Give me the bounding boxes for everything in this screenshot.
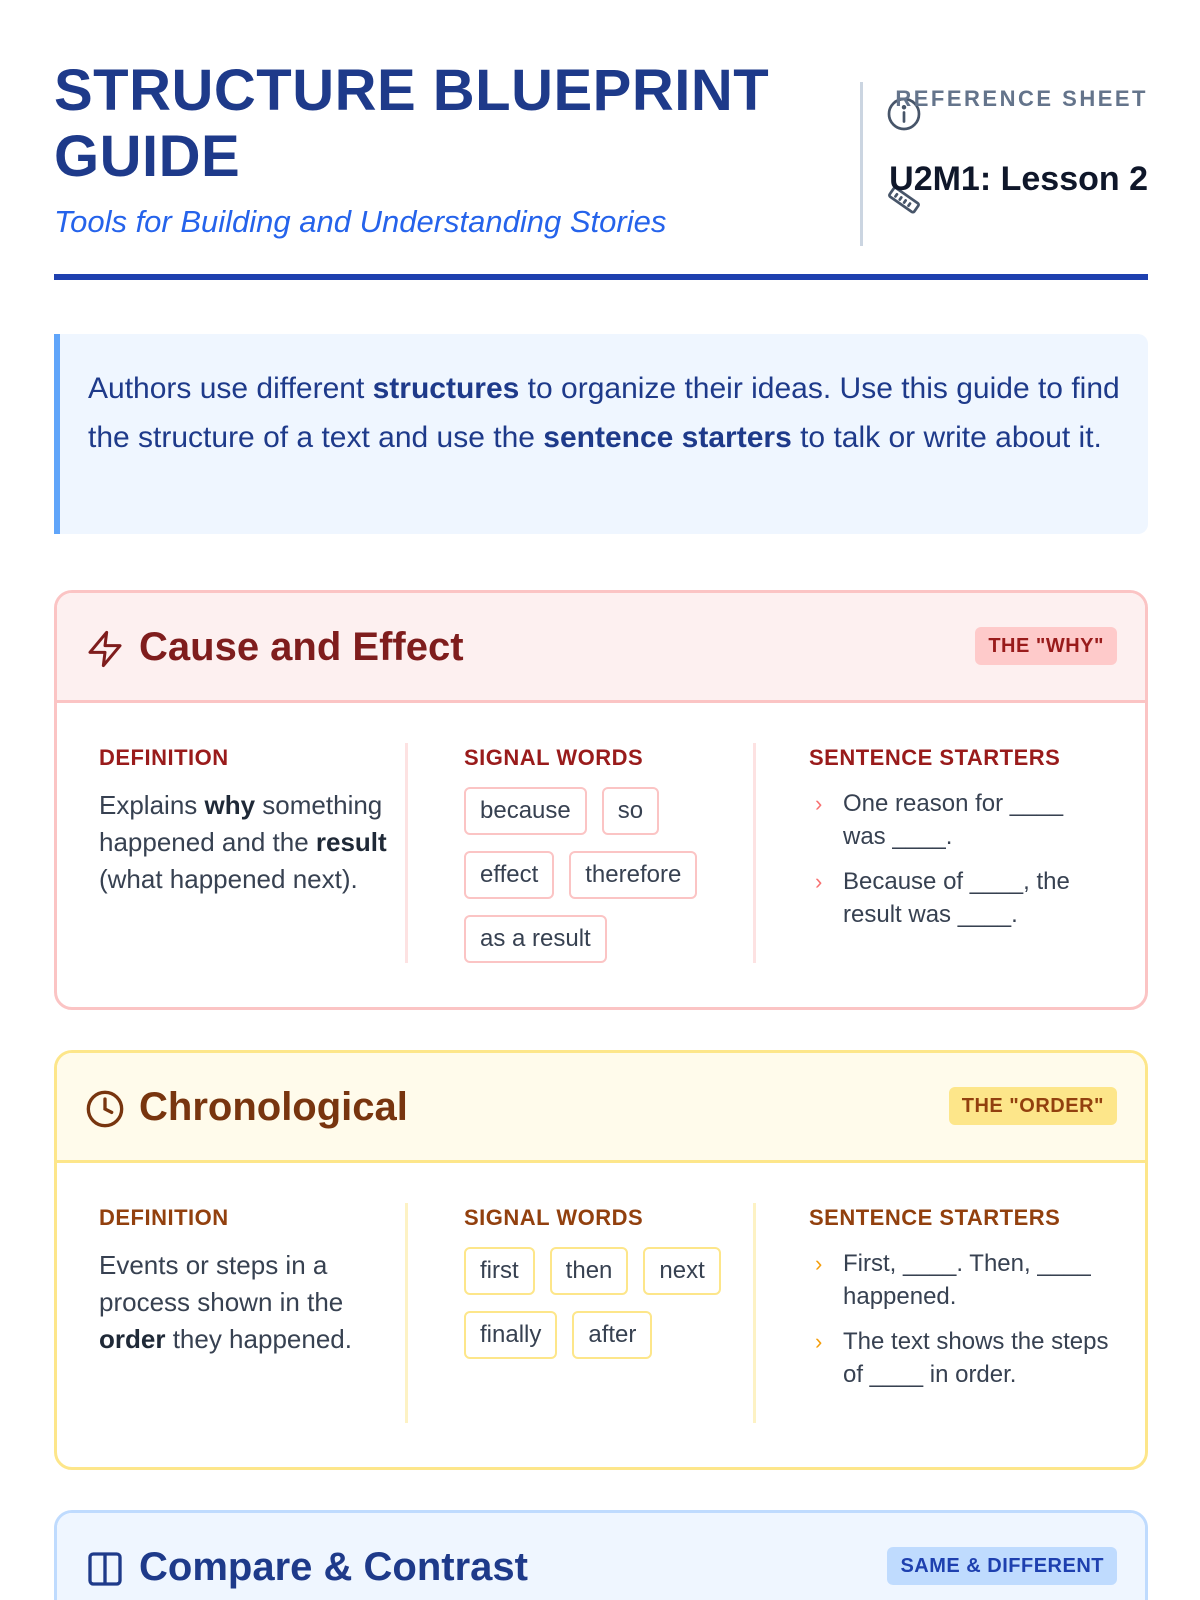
signal-word-chip: next xyxy=(643,1247,720,1295)
page-subtitle: Tools for Building and Understanding Stories xyxy=(54,204,667,239)
sentence-starter-item: › Because of ____, the result was ____. xyxy=(809,865,1109,931)
columns-icon xyxy=(85,1549,125,1589)
signal-word-chip: therefore xyxy=(569,851,697,899)
signal-word-chip: as a result xyxy=(464,915,607,963)
signal-words-list xyxy=(464,1247,744,1359)
intro-text: to organize their ideas. Use this guide to find the structure of a text and use the xyxy=(88,372,1120,454)
chevron-right-icon: › xyxy=(815,1329,823,1354)
column-divider xyxy=(405,743,408,963)
clock-icon xyxy=(85,1089,125,1129)
sentence-starters-column xyxy=(809,1203,1109,1403)
signal-word-chip: because xyxy=(464,787,587,835)
signal-words-label: SIGNAL WORDS xyxy=(464,1205,644,1230)
column-divider xyxy=(405,1203,408,1423)
card-title: Cause and Effect xyxy=(139,625,464,669)
chevron-right-icon: › xyxy=(815,1251,823,1276)
intro-text: to talk or write about it. xyxy=(791,421,1102,454)
card-compare-and-contrast xyxy=(54,1510,1148,1600)
card-header xyxy=(57,1513,1145,1600)
sentence-starters-label: SENTENCE STARTERS xyxy=(809,745,1061,770)
intro-bold-structures: structures xyxy=(372,372,520,405)
signal-words-column xyxy=(464,743,764,963)
chevron-right-icon: › xyxy=(815,791,823,816)
page-title: STRUCTURE BLUEPRINT GUIDE xyxy=(54,58,770,189)
card-tag: SAME & DIFFERENT xyxy=(887,1547,1117,1585)
card-body xyxy=(57,703,1145,1003)
card-tag: THE "ORDER" xyxy=(949,1087,1117,1125)
signal-word-chip: first xyxy=(464,1247,535,1295)
column-divider xyxy=(753,743,756,963)
intro-callout xyxy=(54,334,1148,534)
sentence-starters-list xyxy=(809,787,1109,931)
reference-sheet-label: REFERENCE SHEET xyxy=(895,86,1148,111)
definition-column xyxy=(99,1203,399,1358)
card-tag: THE "WHY" xyxy=(975,627,1117,665)
lightning-icon xyxy=(85,629,125,669)
signal-word-chip: after xyxy=(572,1311,652,1359)
signal-words-column xyxy=(464,1203,764,1359)
definition-label: DEFINITION xyxy=(99,745,229,770)
sentence-starter-item: › The text shows the steps of ____ in order. xyxy=(809,1325,1109,1391)
signal-word-chip: effect xyxy=(464,851,554,899)
header-divider xyxy=(860,82,863,246)
card-chronological xyxy=(54,1050,1148,1470)
card-header xyxy=(57,593,1145,703)
page-header xyxy=(54,58,1148,280)
definition-text: Explains why something happened and the result (what happened next). xyxy=(99,790,387,894)
sentence-starters-label: SENTENCE STARTERS xyxy=(809,1205,1061,1230)
card-title: Compare & Contrast xyxy=(139,1545,528,1589)
definition-text: Events or steps in a process shown in the order they happened. xyxy=(99,1250,352,1354)
card-title: Chronological xyxy=(139,1085,408,1129)
lesson-label: U2M1: Lesson 2 xyxy=(889,160,1148,198)
intro-text: Authors use different xyxy=(88,372,373,405)
sentence-starters-list xyxy=(809,1247,1109,1391)
card-cause-and-effect xyxy=(54,590,1148,1010)
sentence-starter-item: › First, ____. Then, ____ happened. xyxy=(809,1247,1109,1313)
card-header xyxy=(57,1053,1145,1163)
signal-words-list xyxy=(464,787,744,963)
signal-word-chip: finally xyxy=(464,1311,557,1359)
column-divider xyxy=(753,1203,756,1423)
card-body xyxy=(57,1163,1145,1463)
signal-word-chip: then xyxy=(550,1247,629,1295)
sentence-starters-column xyxy=(809,743,1109,943)
signal-words-label: SIGNAL WORDS xyxy=(464,745,644,770)
definition-label: DEFINITION xyxy=(99,1205,229,1230)
chevron-right-icon: › xyxy=(815,869,823,894)
sentence-starter-item: › One reason for ____ was ____. xyxy=(809,787,1109,853)
signal-word-chip: so xyxy=(602,787,659,835)
intro-bold-starters: sentence starters xyxy=(543,421,792,454)
definition-column xyxy=(99,743,399,898)
